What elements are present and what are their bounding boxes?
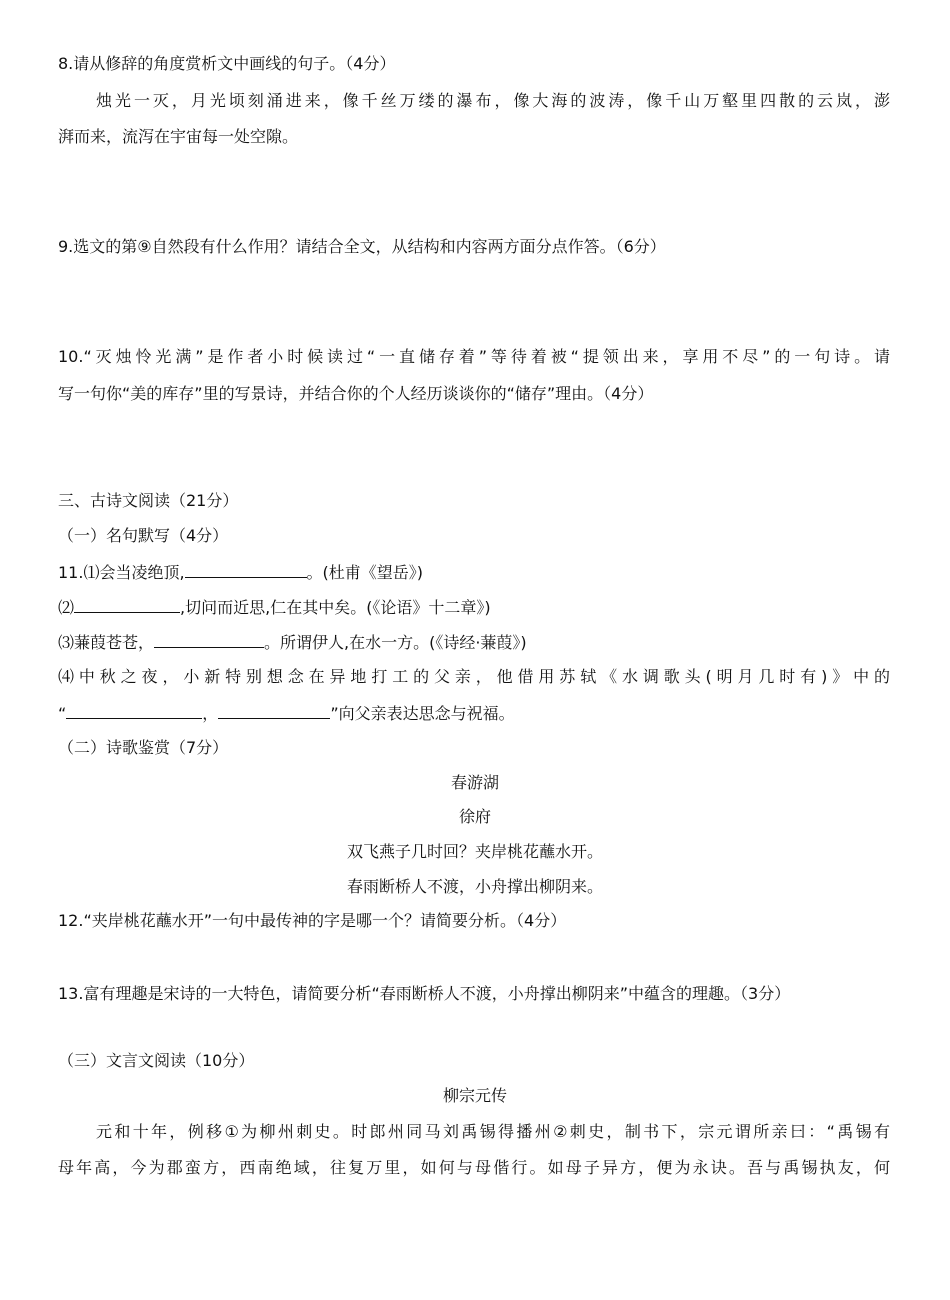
poem-title: 春游湖 — [450, 773, 499, 792]
q11-3-suffix: 。所谓伊人,在水一方。(《诗经·蒹葭》) — [264, 633, 527, 652]
section-3-title: 三、古诗文阅读（21分） — [58, 491, 239, 510]
blank-separator: ， — [202, 704, 219, 723]
part-2-title: （二）诗歌鉴赏（7分） — [58, 738, 229, 757]
question-11-4-line-2 — [58, 702, 515, 724]
question-11-3 — [58, 631, 527, 653]
question-10-line-1: 10.“灭烛怜光满”是作者小时候读过“一直储存着”等待着被“提领出来，享用不尽”的一句诗。请 — [58, 347, 890, 366]
emphasis-dotted-word-2: 播州 — [516, 1122, 554, 1141]
question-10-line-2: 写一句你“美的库存”里的写景诗，并结合你的个人经历谈谈你的“储存”理由。（4分） — [58, 384, 654, 403]
poem-line-1: 双飞燕子几时回？夹岸桃花蘸水开。 — [346, 842, 603, 861]
underlined-quote-line-2: 湃而来，流泻在宇宙每一处空隙。 — [58, 127, 299, 146]
fill-blank-11-3[interactable] — [154, 631, 264, 648]
q11-2-suffix: ,切问而近思,仁在其中矣。(《论语》十二章》) — [180, 598, 491, 617]
q11-1-prefix: 11.⑴会当凌绝顶, — [58, 563, 185, 582]
q11-4-tail: ”向父亲表达思念与祝福。 — [330, 704, 515, 723]
q11-2-prefix: ⑵ — [58, 598, 75, 617]
prose-line-1-b: ①为柳州刺史。时郎州同马刘禹锡得 — [224, 1122, 517, 1141]
question-11-1 — [58, 561, 423, 583]
open-quote: “ — [58, 704, 67, 723]
fill-blank-11-2[interactable] — [74, 596, 180, 613]
fill-blank-11-1[interactable] — [185, 561, 307, 578]
part-1-title: （一）名句默写（4分） — [58, 526, 229, 545]
fill-blank-11-4b[interactable] — [218, 702, 330, 719]
emphasis-dotted-word-1: 移 — [206, 1122, 225, 1141]
underlined-quote-line-1: 烛光一灭，月光顷刻涌进来，像千丝万缕的瀑布，像大海的波涛，像千山万壑里四散的云岚，澎 — [96, 91, 890, 110]
q11-1-suffix: 。(杜甫《望岳》) — [306, 563, 424, 582]
question-12: 12.“夹岸桃花蘸水开”一句中最传神的字是哪一个？请简要分析。（4分） — [58, 911, 567, 930]
question-13: 13.富有理趣是宋诗的一大特色，请简要分析“春雨断桥人不渡，小舟撑出柳阴来”中蕴含的理趣。（3分） — [58, 984, 791, 1003]
prose-line-1-c: ②刺史，制书下，宗元谓所亲曰：“禹锡有 — [553, 1122, 890, 1141]
poem-author: 徐府 — [458, 807, 491, 826]
question-11-2 — [58, 596, 491, 618]
question-9: 9.选文的第⑨自然段有什么作用？请结合全文，从结构和内容两方面分点作答。（6分） — [58, 237, 666, 256]
poem-line-2: 春雨断桥人不渡，小舟撑出柳阴来。 — [346, 877, 603, 896]
part-3-title: （三）文言文阅读（10分） — [58, 1051, 255, 1070]
fill-blank-11-4a[interactable] — [66, 702, 202, 719]
prose-line-1-a: 元和十年，例 — [96, 1122, 207, 1141]
prose-line-1 — [96, 1121, 890, 1143]
prose-title: 柳宗元传 — [442, 1086, 507, 1105]
prose-line-2: 母年高，今为郡蛮方，西南绝域，往复万里，如何与母偕行。如母子异方，便为永诀。吾与禹锡执友，何 — [58, 1158, 890, 1177]
q11-3-prefix: ⑶蒹葭苍苍， — [58, 633, 155, 652]
question-8: 8.请从修辞的角度赏析文中画线的句子。（4分） — [58, 54, 396, 73]
question-11-4-line-1: ⑷中秋之夜，小新特别想念在异地打工的父亲，他借用苏轼《水调歌头(明月几时有)》中的 — [58, 667, 890, 686]
